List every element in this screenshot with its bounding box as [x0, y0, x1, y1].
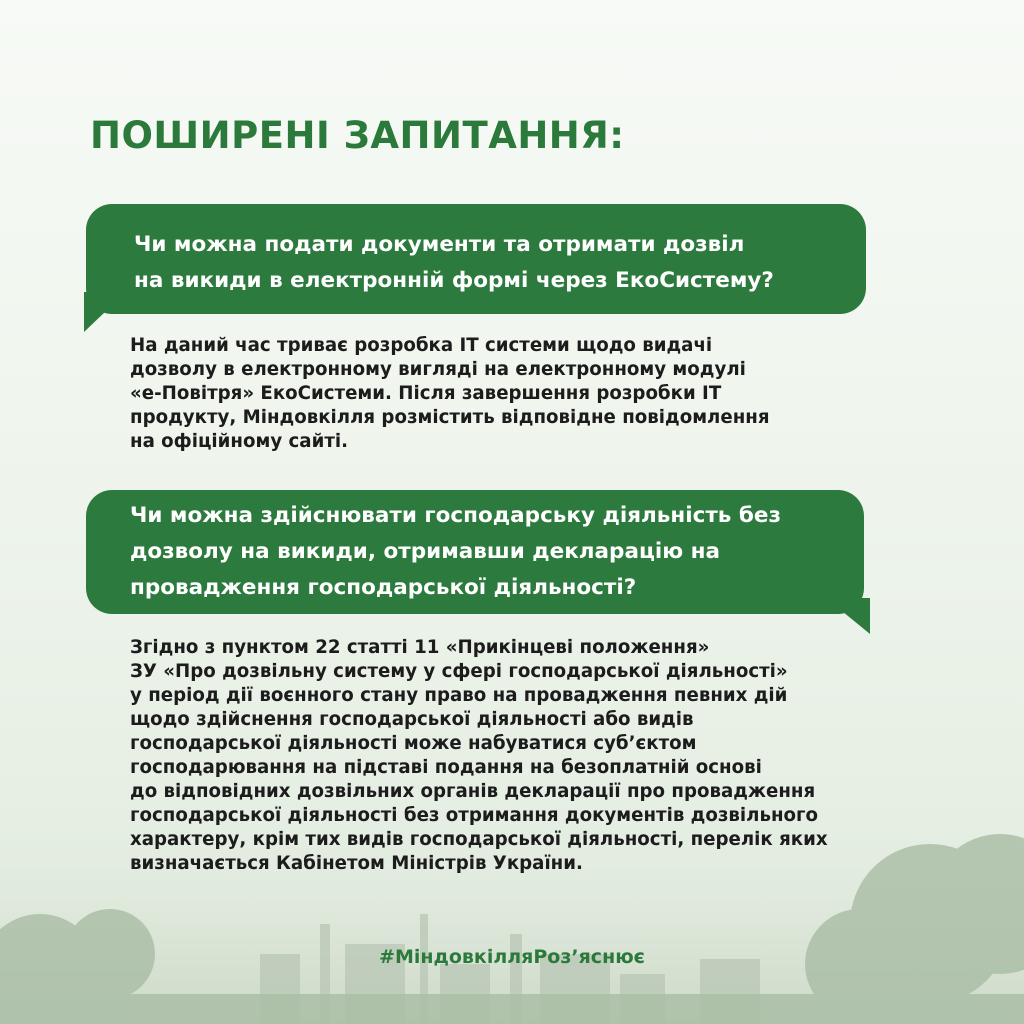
question-bubble-2 [86, 490, 864, 614]
answer-text-1: На даний час триває розробка ІТ системи щодо видачі дозволу в електронному вигляді на електронному модулі «е-Повітря» ЕкоСистеми. Після завершення розробки ІТ продукту, Міндовкілля розмістить відповідне повідомлення на офіційному сайті. [130, 335, 770, 452]
answer-text-2: Згідно з пунктом 22 статті 11 «Прикінцеві положення» ЗУ «Про дозвільну систему у сфері господарської діяльності» у період дії воєнного стану право на провадження певних дій щодо здійснення господарської діяльності або видів господарської діяльності може набуватися суб’єктом господарювання на підставі подання на безоплатній основі до відповідних дозвільних органів декларації про провадження господарської діяльності без отримання документів дозвільного характеру, крім тих видів господарської діяльності, перелік яких визначається Кабінетом Міністрів України. [130, 637, 828, 874]
hashtag: #МіндовкілляРоз’яснює [379, 946, 645, 968]
page-title: ПОШИРЕНІ ЗАПИТАННЯ: [90, 114, 625, 157]
question-text-1: Чи можна подати документи та отримати дозвіл на викиди в електронній формі через ЕкоСистему? [134, 232, 774, 293]
question-text-2: Чи можна здійснювати господарську діяльність без дозволу на викиди, отримавши декларацію на провадження господарської діяльності? [130, 503, 781, 600]
question-bubble-1 [86, 204, 866, 314]
